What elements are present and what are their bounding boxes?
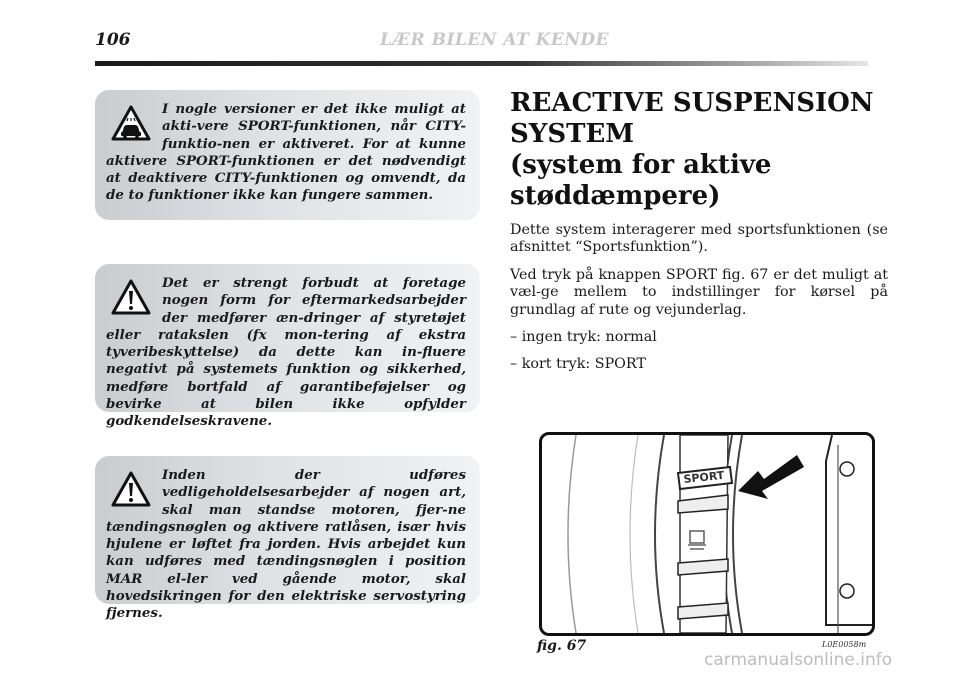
list-item-normal: – ingen tryk: normal (510, 329, 657, 346)
section-title-line: REACTIVE SUSPENSION (510, 88, 874, 118)
section-title (510, 88, 890, 212)
warning-box-maintenance (95, 456, 480, 622)
warning-box-modifications (95, 264, 480, 430)
section-title-line: SYSTEM (510, 119, 635, 149)
figure-code: L0E0058m (822, 640, 867, 649)
car-warning-icon (110, 104, 152, 144)
figure-67-sport-button (539, 432, 875, 636)
warning-text: I nogle versioner er det ikke muligt at akti-vere SPORT-funktionen, når CITY-funktio-nen er aktiveret. For at kunne aktivere SPORT-funktionen er det nødvendigt at deaktivere CITY-funktionen og omvendt, da de to funktioner ikke kan fungere sammen. (106, 101, 466, 204)
paragraph: Dette system interagerer med sportsfunktionen (se afsnittet “Sportsfunktion”). (510, 222, 888, 256)
warning-text: Inden der udføres vedligeholdelsesarbejder af nogen art, skal man standse motoren, fjer-ne tændingsnøglen og aktivere ratlåsen, især hvis hjulene er løftet fra jorden. Hvis arbejdet kun kan udføres med tændingsnøglen i position MAR el-ler ved gående motor, skal hovedsikringen for den elektriske servostyring fjernes. (106, 467, 466, 622)
danger-triangle-icon (110, 470, 152, 510)
sport-button-illustration (542, 435, 872, 633)
paragraph: Ved tryk på knappen SPORT fig. 67 er det muligt at væl-ge mellem to indstillinger for kørsel på grundlag af rute og vejunderlag. (510, 266, 888, 318)
warning-text: Det er strengt forbudt at foretage nogen form for eftermarkedsarbejder der medfører æn-dringer af styretøjet eller ratakslen (fx mon-tering af ekstra tyveribeskyttelse) da dette kan in-fluere negativt på systemets funktion og sikkerhed, medføre bortfald af garantibeføjelser og bevirke at bilen ikke opfylder godkendelseskravene. (106, 275, 466, 430)
warning-box-city-sport (95, 90, 480, 220)
header-rule (95, 61, 868, 66)
sport-button-label: SPORT (682, 468, 725, 486)
section-body (510, 222, 888, 384)
danger-triangle-icon (110, 278, 152, 318)
watermark: carmanualsonline.info (704, 650, 893, 670)
section-subtitle-line: (system for aktive (510, 150, 772, 180)
chapter-title: LÆR BILEN AT KENDE (380, 30, 610, 50)
figure-label: fig. 67 (537, 638, 587, 654)
section-subtitle-line: støddæmpere) (510, 181, 721, 211)
list-item-sport: – kort tryk: SPORT (510, 356, 646, 373)
page-number: 106 (95, 30, 131, 50)
